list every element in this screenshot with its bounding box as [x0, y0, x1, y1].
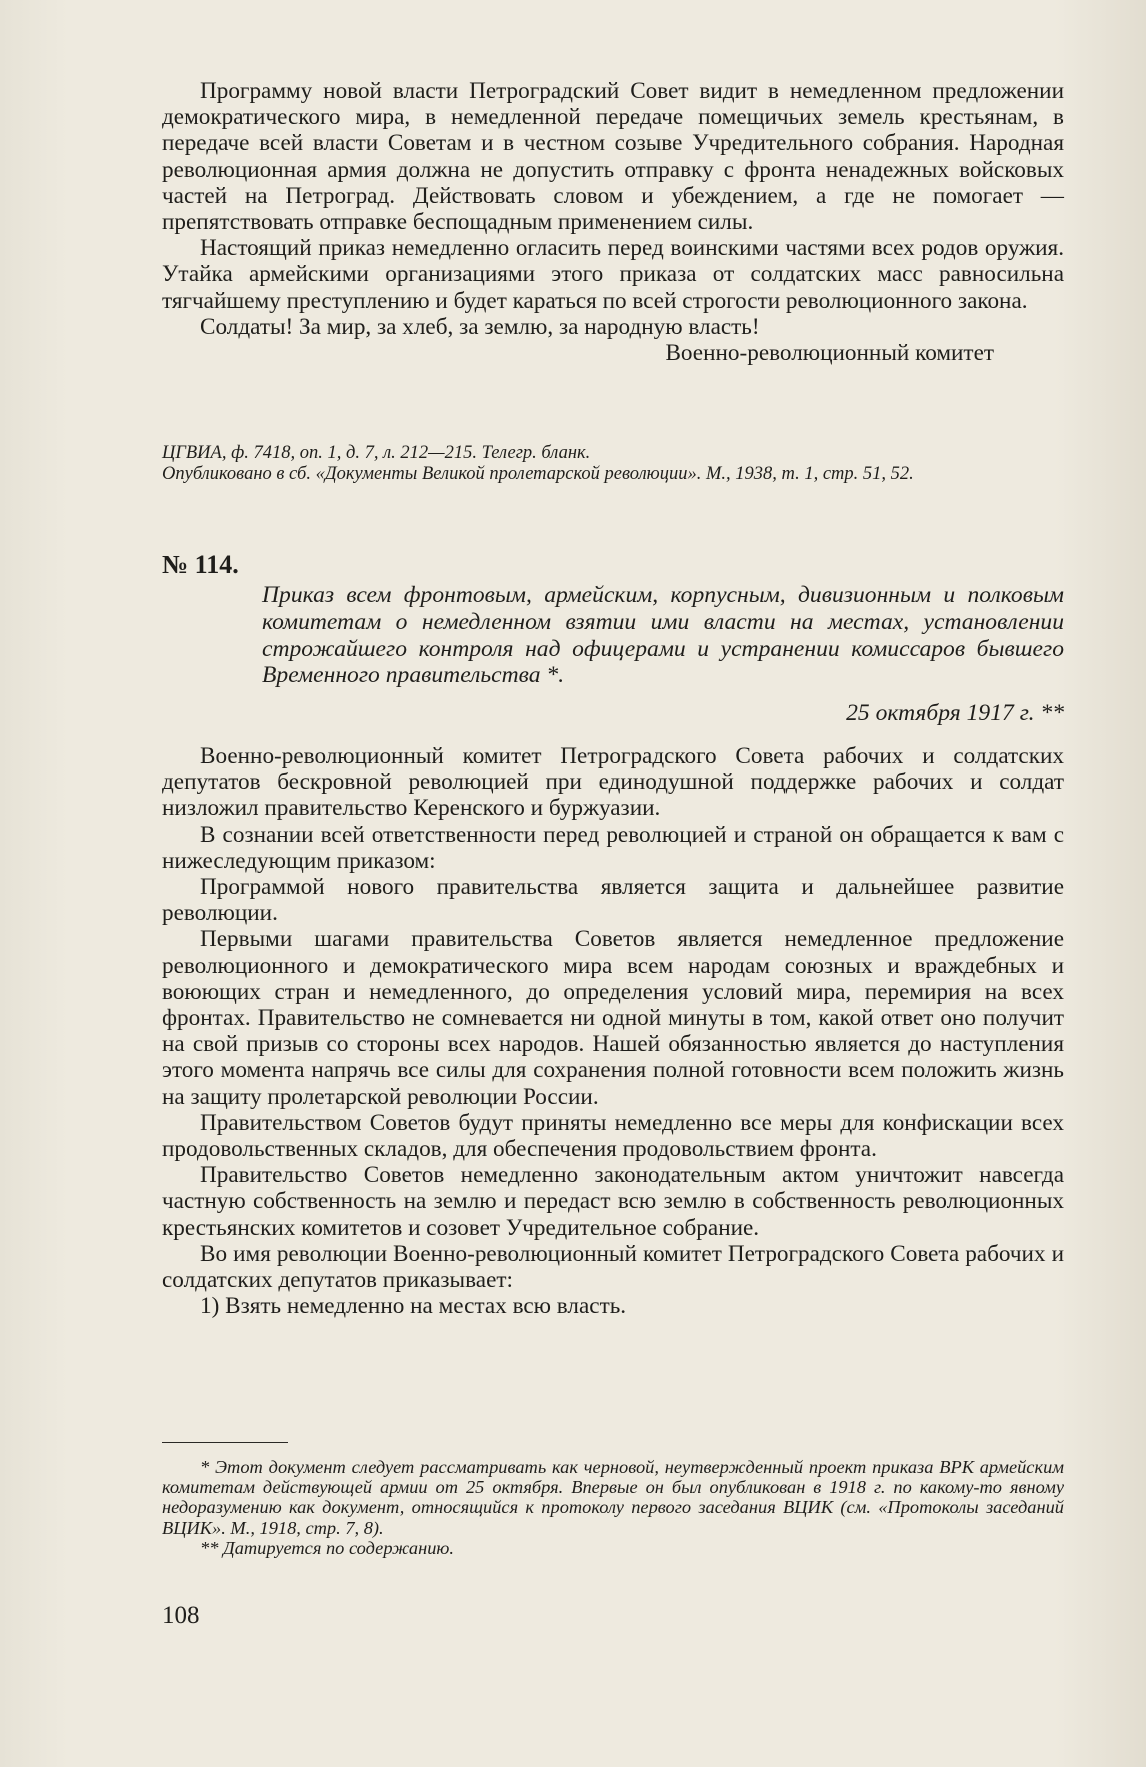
source-line: ЦГВИА, ф. 7418, оп. 1, д. 7, л. 212—215. Телегр. бланк.	[162, 443, 591, 463]
footnote-divider	[162, 1442, 288, 1443]
paragraph: 1) Взять немедленно на местах всю власть.	[200, 1293, 627, 1320]
paragraph: Правительством Советов будут приняты немедленно все меры для конфискации всех продовольственных складов, для обеспечения продовольствием фронта.	[162, 1109, 1064, 1163]
paragraph: Во имя революции Военно-революционный комитет Петроградского Совета рабочих и солдатских депутатов приказывает:	[162, 1240, 1064, 1294]
source-line: Опубликовано в сб. «Документы Великой пролетарской революции». М., 1938, т. 1, стр. 51, 52.	[162, 463, 914, 484]
paragraph: Военно-революционный комитет Петроградского Совета рабочих и солдатских депутатов бескровной революцией при единодушной поддержке рабочих и солдат низложил правительство Керенского и буржуазии.	[162, 743, 1064, 822]
document-number: № 114.	[162, 550, 239, 579]
footnotes	[162, 1457, 1064, 1558]
document-date: 25 октября 1917 г. **	[846, 700, 1064, 726]
footnote: * Этот документ следует рассматривать как черновой, неутвержденный проект приказа ВРК армейским комитетам действующей армии от 25 октября. Впервые он был опубликован в 1918 г. по какому-то явному недоразумению как документ, относящийся к протоколу первого заседания ВЦИК (см. «Протоколы заседаний ВЦИК». М., 1918, стр. 7, 8).	[162, 1457, 1064, 1538]
footnote: ** Датируется по содержанию.	[200, 1537, 455, 1558]
paragraph: Программу новой власти Петроградский Совет видит в немедленном предложении демократического мира, в немедленной передаче помещичьих земель крестьянам, в передаче всей власти Советам и в честном созыве Учредительного собрания. Народная революционная армия должна не допустить отправку с фронта ненадежных войсковых частей на Петроград. Действовать словом и убеждением, а где не помогает — препятствовать отправке беспощадным применением силы.	[162, 78, 1064, 236]
paragraph: Правительство Советов немедленно законодательным актом уничтожит навсегда частную собственность на землю и передаст всю землю в собственность революционных крестьянских комитетов и созовет Учредительное собрание.	[162, 1162, 1064, 1241]
archive-source	[162, 443, 1064, 484]
paragraph: Первыми шагами правительства Советов является немедленное предложение революционного и демократического мира всем народам союзных и враждебных и воюющих стран и немедленного, до определения условий мира, перемирия на всех фронтах. Правительство не сомневается ни одной минуты в том, какой ответ оно получит на свой призыв со стороны всех народов. Нашей обязанностью является до наступления этого момента напрячь все силы для сохранения полной готовности всем положить жизнь на защиту пролетарской революции России.	[162, 926, 1064, 1110]
document-body	[162, 743, 1064, 1319]
paragraph: Программой нового правительства является защита и дальнейшее развитие революции.	[162, 874, 1064, 927]
document-title: Приказ всем фронтовым, армейским, корпусным, дивизионным и полковым комитетам о немедленном взятии ими власти на местах, установлении строжайшего контроля над офицерами и устранении комиссаров бывшего Временного правительства *.	[262, 582, 1064, 689]
paragraph: Настоящий приказ немедленно огласить перед воинскими частями всех родов оружия. Утайка армейскими организациями этого приказа от солдатских масс равносильна тягчайшему преступлению и будет караться по всей строгости революционного закона.	[162, 235, 1064, 314]
previous-document-text	[162, 78, 1064, 366]
page-number: 108	[162, 1602, 200, 1629]
paragraph: В сознании всей ответственности перед революцией и страной он обращается к вам с нижеследующим приказом:	[162, 821, 1064, 874]
signature: Военно-революционный комитет	[665, 340, 994, 367]
paragraph: Солдаты! За мир, за хлеб, за землю, за народную власть!	[200, 313, 760, 340]
